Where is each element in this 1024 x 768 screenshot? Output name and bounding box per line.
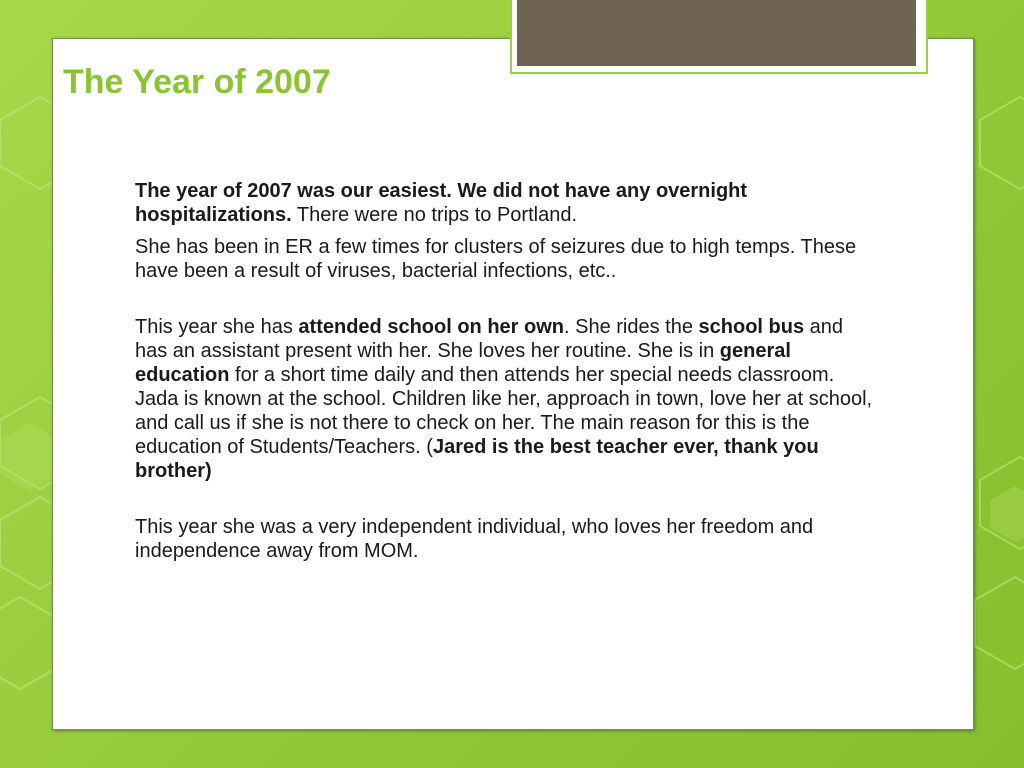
- paragraph-text: There were no trips to Portland.: [291, 204, 578, 226]
- paragraph-bold-text: general education: [135, 340, 791, 386]
- paragraph-text: and has an assistant present with her. She loves her routine. She is in: [135, 316, 844, 362]
- slide-title: The Year of 2007: [63, 63, 331, 101]
- paragraph-bold-text: school bus: [698, 316, 805, 338]
- slide-body: [135, 179, 875, 563]
- header-decorative-block: [517, 0, 916, 66]
- paragraph-bold-lead: The year of 2007 was our easiest. We did not have any overnight hospitalizations.: [135, 180, 748, 226]
- paragraph-school: [135, 315, 875, 483]
- paragraph-text: for a short time daily and then attends her special needs classroom. Jada is known at the school. Children like her, approach in town, love her at school, and call us if she is not there to check on her. The main reason for this is the education of Students/Teachers. (: [135, 364, 873, 458]
- paragraph-independence: This year she was a very independent individual, who loves her freedom and independence away from MOM.: [135, 516, 814, 562]
- paragraph-bold-text: Jared is the best teacher ever, thank you brother): [135, 436, 819, 482]
- paragraph-bold-text: attended school on her own: [298, 316, 564, 338]
- paragraph-er-visits: She has been in ER a few times for clusters of seizures due to high temps. These have been a result of viruses, bacterial infections, etc..: [135, 236, 857, 282]
- paragraph-text: . She rides the: [564, 316, 699, 338]
- paragraph-no-hospitalizations: [135, 179, 875, 227]
- paragraph-text: This year she has: [135, 316, 299, 338]
